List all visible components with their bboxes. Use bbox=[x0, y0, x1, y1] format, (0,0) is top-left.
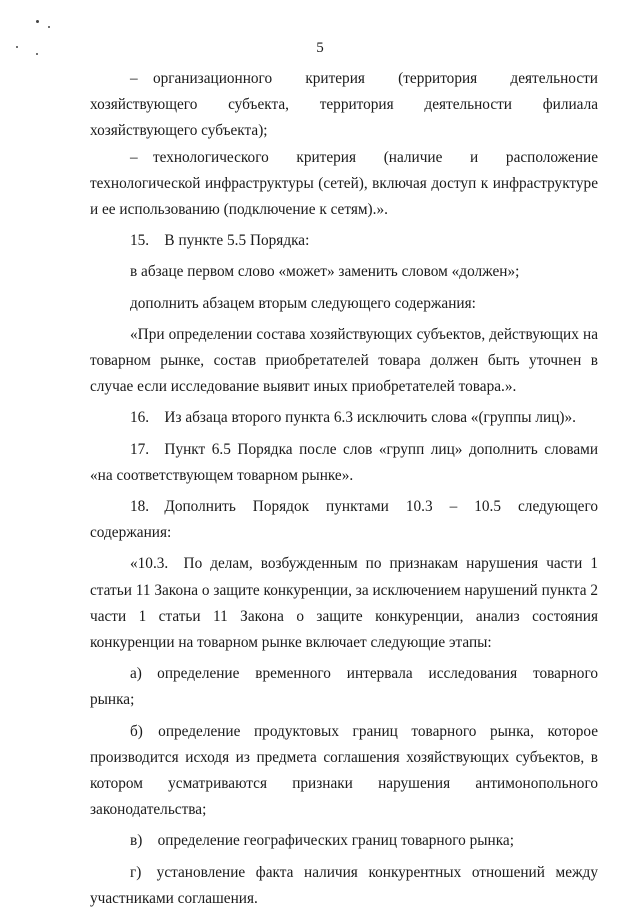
paragraph: а) определение временного интервала исследования товарного рынка; bbox=[90, 665, 598, 709]
paragraph: б) определение продуктовых границ товарного рынка, которое производится исходя из предмета соглашения хозяйствующих субъектов, в котором усматриваются признаки нарушения антимонопольного законодательства; bbox=[90, 722, 598, 819]
paragraph: – организационного критерия (территория деятельности хозяйствующего субъекта, территория деятельности филиала хозяйствующего субъекта); bbox=[90, 70, 598, 140]
scan-speck bbox=[36, 20, 39, 23]
paragraph: 16. Из абзаца второго пункта 6.3 исключить слова «(группы лиц)». bbox=[130, 409, 576, 427]
paragraph: «10.3. По делам, возбужденным по признакам нарушения части 1 статьи 11 Закона о защите конкуренции, за исключением нарушений пункта 2 части 1 статьи 11 Закона о защите конкуренции, анализ состояния конкуренции на товарном рынке включает следующие этапы: bbox=[90, 555, 598, 652]
paragraph: 18. Дополнить Порядок пунктами 10.3 – 10.5 следующего содержания: bbox=[90, 498, 598, 542]
paragraph: г) установление факта наличия конкурентных отношений между участниками соглашения. bbox=[90, 863, 598, 907]
body-text bbox=[90, 66, 598, 912]
paragraph: – технологического критерия (наличие и расположение технологической инфраструктуры (сетей), включая доступ к инфраструктуре и ее использованию (подключение к сетям).». bbox=[90, 148, 598, 219]
page-number: 5 bbox=[316, 40, 324, 56]
scan-speck bbox=[48, 26, 50, 28]
paragraph: 15. В пункте 5.5 Порядка: bbox=[130, 232, 310, 250]
paragraph: дополнить абзацем вторым следующего содержания: bbox=[130, 294, 476, 312]
paragraph: «При определении состава хозяйствующих субъектов, действующих на товарном рынке, состав приобретателей товара должен быть уточнен в случае если исследование выявит иных приобретателей товара.». bbox=[90, 325, 598, 396]
paragraph: 17. Пункт 6.5 Порядка после слов «групп лиц» дополнить словами «на соответствующем товарном рынке». bbox=[90, 440, 598, 484]
paragraph: в абзаце первом слово «может» заменить словом «должен»; bbox=[130, 263, 520, 281]
paragraph: в) определение географических границ товарного рынка; bbox=[130, 832, 514, 850]
